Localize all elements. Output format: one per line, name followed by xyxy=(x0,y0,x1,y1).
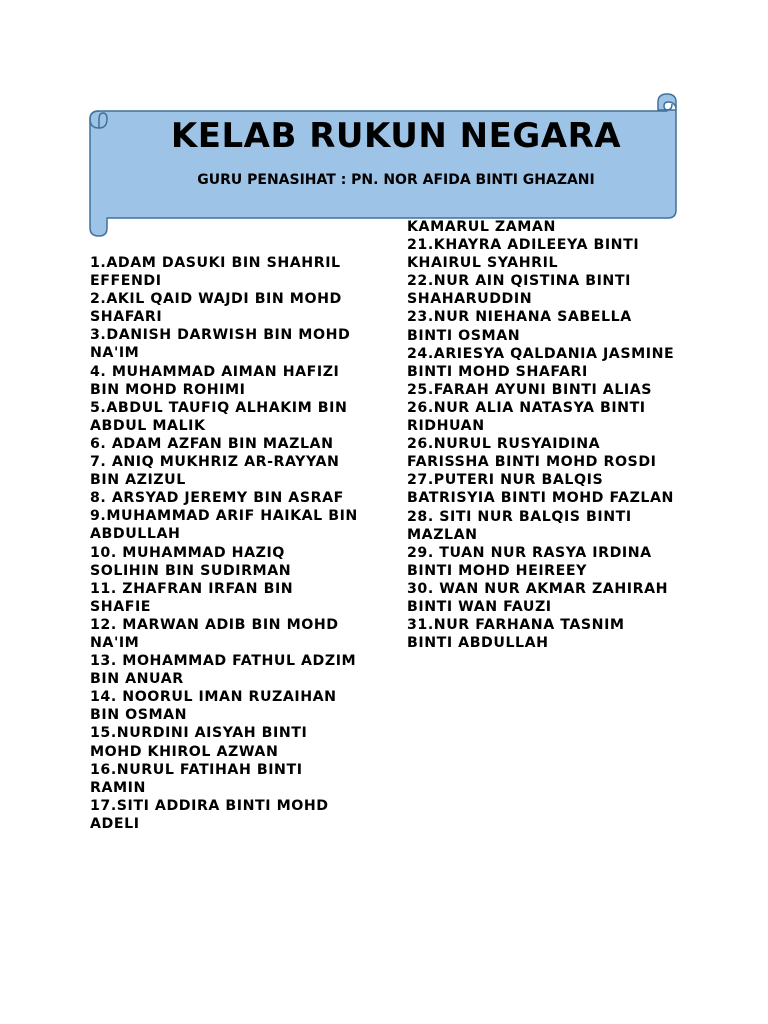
member-line: SOLIHIN BIN SUDIRMAN xyxy=(90,562,292,579)
member-line: NA'IM xyxy=(90,634,140,651)
member-list-right xyxy=(407,218,707,652)
member-line: 3.DANISH DARWISH BIN MOHD xyxy=(90,327,351,344)
member-line: RIDHUAN xyxy=(407,418,485,435)
member-line: 11. ZHAFRAN IRFAN BIN xyxy=(90,580,294,597)
member-line: 15.NURDINI AISYAH BINTI xyxy=(90,725,308,742)
member-line: EFFENDI xyxy=(90,273,162,290)
member-line: BIN AZIZUL xyxy=(90,472,186,489)
member-line: BINTI WAN FAUZI xyxy=(407,598,552,615)
member-line: 7. ANIQ MUKHRIZ AR-RAYYAN xyxy=(90,454,340,471)
member-line: 8. ARSYAD JEREMY BIN ASRAF xyxy=(90,490,344,507)
member-line: BINTI ABDULLAH xyxy=(407,635,549,652)
member-line: 29. TUAN NUR RASYA IRDINA xyxy=(407,544,652,561)
member-line: 13. MOHAMMAD FATHUL ADZIM xyxy=(90,653,357,670)
club-title: KELAB RUKUN NEGARA xyxy=(170,116,622,156)
member-line: 14. NOORUL IMAN RUZAIHAN xyxy=(90,689,337,706)
member-line: 1.ADAM DASUKI BIN SHAHRIL xyxy=(90,255,341,271)
member-line: 5.ABDUL TAUFIQ ALHAKIM BIN xyxy=(90,399,348,416)
member-line: BINTI MOHD SHAFARI xyxy=(407,363,588,380)
member-line: 26.NUR ALIA NATASYA BINTI xyxy=(407,399,646,416)
member-line: 21.KHAYRA ADILEEYA BINTI xyxy=(407,237,640,254)
member-line: 12. MARWAN ADIB BIN MOHD xyxy=(90,616,339,633)
member-line: 27.PUTERI NUR BALQIS xyxy=(407,472,604,489)
member-line: 22.NUR AIN QISTINA BINTI xyxy=(407,273,631,290)
member-line: BINTI OSMAN xyxy=(407,327,521,344)
member-line: 10. MUHAMMAD HAZIQ xyxy=(90,544,285,561)
member-line: 25.FARAH AYUNI BINTI ALIAS xyxy=(407,381,653,398)
member-line: 23.NUR NIEHANA SABELLA xyxy=(407,309,632,326)
member-line: BIN ANUAR xyxy=(90,671,184,688)
advisor-teacher: GURU PENASIHAT : PN. NOR AFIDA BINTI GHAZANI xyxy=(197,172,595,188)
member-line: 2.AKIL QAID WAJDI BIN MOHD xyxy=(90,291,342,308)
member-line: 6. ADAM AZFAN BIN MAZLAN xyxy=(90,435,334,452)
member-line: 24.ARIESYA QALDANIA JASMINE xyxy=(407,345,675,362)
member-line: MOHD KHIROL AZWAN xyxy=(90,743,279,760)
member-line: SHAFIE xyxy=(90,598,152,615)
member-line: RAMIN xyxy=(90,779,146,796)
member-line: 9.MUHAMMAD ARIF HAIKAL BIN xyxy=(90,508,358,525)
member-line: BATRISYIA BINTI MOHD FAZLAN xyxy=(407,490,674,507)
member-line: 16.NURUL FATIHAH BINTI xyxy=(90,761,303,778)
curl-right xyxy=(658,94,676,111)
member-line: MAZLAN xyxy=(407,526,478,543)
member-line: NA'IM xyxy=(90,345,140,362)
member-line: KAMARUL ZAMAN xyxy=(407,219,556,235)
member-line: 31.NUR FARHANA TASNIM xyxy=(407,617,625,634)
member-line: BIN MOHD ROHIMI xyxy=(90,381,246,398)
member-line: FARISSHA BINTI MOHD ROSDI xyxy=(407,454,657,471)
member-line: 28. SITI NUR BALQIS BINTI xyxy=(407,508,632,525)
member-line: 26.NURUL RUSYAIDINA xyxy=(407,436,601,453)
member-line: SHAFARI xyxy=(90,309,163,326)
member-line: ADELI xyxy=(90,815,140,832)
member-line: SHAHARUDDIN xyxy=(407,291,533,308)
member-line: ABDUL MALIK xyxy=(90,417,206,434)
member-line: 4. MUHAMMAD AIMAN HAFIZI xyxy=(90,363,340,380)
member-list-left xyxy=(90,254,390,833)
member-line: BIN OSMAN xyxy=(90,707,188,724)
member-line: KHAIRUL SYAHRIL xyxy=(407,255,559,272)
member-line: BINTI MOHD HEIREEY xyxy=(407,562,587,579)
member-line: 30. WAN NUR AKMAR ZAHIRAH xyxy=(407,580,669,597)
member-line: ABDULLAH xyxy=(90,526,181,543)
member-line: 17.SITI ADDIRA BINTI MOHD xyxy=(90,797,329,814)
curl-right-inner xyxy=(667,104,672,110)
